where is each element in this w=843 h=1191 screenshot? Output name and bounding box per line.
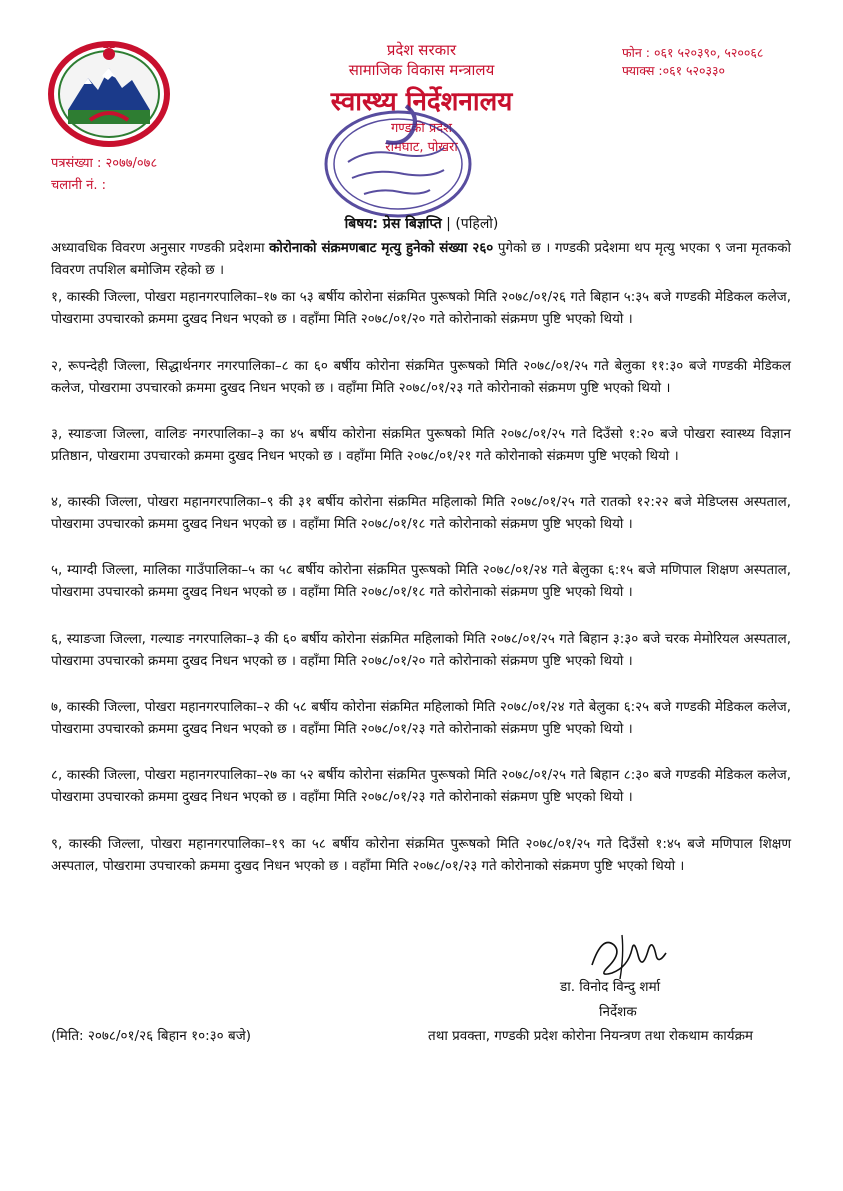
- death-record-2: २, रूपन्देही जिल्ला, सिद्धार्थनगर नगरपालिका–८ का ६० बर्षीय कोरोना संक्रमित पुरूषको मिति २०७८/०१/२५ गते बेलुका ११:३० बजे गण्डकी मेडिकल कलेज, पोखरामा उपचारको क्रममा दुखद निधन भएको छ । वहाँमा मिति २०७८/०१/२३ गते कोरोनाको संक्रमण पुष्टि भएको थियो ।: [51, 359, 791, 396]
- subject-suffix: | (पहिलो): [446, 216, 499, 232]
- letterhead-phone: फोन : ०६१ ५२०३९०, ५२००६८: [622, 45, 764, 60]
- letterhead-fax: फ्याक्स :०६१ ५२०३३०: [622, 63, 726, 78]
- death-record-5: ५, म्याग्दी जिल्ला, मालिका गाउँपालिका–५ का ५८ बर्षीय कोरोना संक्रमित पुरूषको मिति २०७८/०१/२४ गते बेलुका ६:१५ बजे मणिपाल शिक्षण अस्पताल, पोखरामा उपचारको क्रममा दुखद निधन भएको छ । वहाँमा मिति २०७८/०१/१८ गते कोरोनाको संक्रमण पुष्टि भएको थियो ।: [51, 563, 791, 600]
- letterhead-address: रामघाट, पोखरा: [385, 140, 458, 155]
- signatory-name: डा. विनोद विन्दु शर्मा: [560, 979, 661, 995]
- reference-number: पत्रसंख्या : २०७७/०७८: [51, 156, 158, 171]
- death-record-6: ६, स्याङजा जिल्ला, गल्याङ नगरपालिका–३ की ६० बर्षीय कोरोना संक्रमित महिलाको मिति २०७८/०१/२५ गते बिहान ३:३० बजे चरक मेमोरियल अस्पताल, पोखरामा उपचारको क्रममा दुखद निधन भएको छ । वहाँमा मिति २०७८/०१/२० गते कोरोनाको संक्रमण पुष्टि भएको थियो ।: [51, 632, 791, 669]
- letterhead-government: प्रदेश सरकार: [386, 41, 457, 59]
- dispatch-number: चलानी नं. :: [51, 178, 107, 193]
- official-stamp-icon: [318, 102, 478, 222]
- letterhead-ministry: सामाजिक विकास मन्त्रालय: [348, 61, 495, 79]
- death-record-3: ३, स्याङजा जिल्ला, वालिङ नगरपालिका–३ का ४५ बर्षीय कोरोना संक्रमित पुरूषको मिति २०७८/०१/२५ गते दिउँसो १:२० बजे पोखरा स्वास्थ्य विज्ञान प्रतिष्ठान, पोखरामा उपचारको क्रममा दुखद निधन भएको छ । वहाँमा मिति २०७८/०१/२१ गते कोरोनाको संक्रमण पुष्टि भएको थियो ।: [51, 427, 791, 464]
- intro-death-count: कोरोनाको संक्रमणबाट मृत्यु हुनेको संख्या २६०: [269, 241, 494, 256]
- intro-text-end: पुगेको छ । गण्डकी प्रदेशमा थप मृत्यु भएका ९ जना मृतकको विवरण तपशिल बमोजिम रहेको छ ।: [51, 241, 791, 278]
- death-record-1: १, कास्की जिल्ला, पोखरा महानगरपालिका–१७ का ५३ बर्षीय कोरोना संक्रमित पुरूषको मिति २०७८/०१/२६ गते बिहान ५:३५ बजे गण्डकी मेडिकल कलेज, पोखरामा उपचारको क्रममा दुखद निधन भएको छ । वहाँमा मिति २०७८/०१/२० गते कोरोनाको संक्रमण पुष्टि भएको थियो ।: [51, 290, 791, 327]
- signatory-role: तथा प्रवक्ता, गण्डकी प्रदेश कोरोना नियन्त्रण तथा रोकथाम कार्यक्रम: [428, 1028, 754, 1044]
- death-record-8: ८, कास्की जिल्ला, पोखरा महानगरपालिका–२७ का ५२ बर्षीय कोरोना संक्रमित पुरूषको मिति २०७८/०१/२५ गते बिहान ८:३० बजे गण्डकी मेडिकल कलेज, पोखरामा उपचारको क्रममा दुखद निधन भएको छ । वहाँमा मिति २०७८/०१/२३ गते कोरोनाको संक्रमण पुष्टि भएको थियो ।: [51, 768, 791, 805]
- intro-paragraph: [51, 238, 791, 282]
- issue-date: (मिति: २०७८/०१/२६ बिहान १०:३० बजे): [51, 1028, 251, 1044]
- death-record-7: ७, कास्की जिल्ला, पोखरा महानगरपालिका–२ की ५८ बर्षीय कोरोना संक्रमित महिलाको मिति २०७८/०१/२४ गते बेलुका ६:२५ बजे गण्डकी मेडिकल कलेज, पोखरामा उपचारको क्रममा दुखद निधन भएको छ । वहाँमा मिति २०७८/०१/२३ गते कोरोनाको संक्रमण पुष्टि भएको थियो ।: [51, 700, 791, 737]
- death-record-9: ९, कास्की जिल्ला, पोखरा महानगरपालिका–१९ का ५८ बर्षीय कोरोना संक्रमित पुरूषको मिति २०७८/०१/२५ गते दिउँसो १:४५ बजे मणिपाल शिक्षण अस्पताल, पोखरामा उपचारको क्रममा दुखद निधन भएको छ । वहाँमा मिति २०७८/०१/२३ गते कोरोनाको संक्रमण पुष्टि भएको थियो ।: [51, 837, 791, 874]
- government-emblem-icon: [46, 40, 172, 148]
- subject-prefix: बिषय: प्रेस बिज्ञप्ति: [344, 216, 442, 232]
- intro-text-start: अध्यावधिक विवरण अनुसार गण्डकी प्रदेशमा: [51, 241, 270, 256]
- handwritten-signature-icon: [582, 925, 672, 985]
- letterhead-province: गण्डकी प्रदेश: [390, 121, 453, 136]
- signatory-designation: निर्देशक: [599, 1004, 637, 1020]
- subject-line: [0, 214, 843, 233]
- death-record-4: ४, कास्की जिल्ला, पोखरा महानगरपालिका–९ की ३१ बर्षीय कोरोना संक्रमित महिलाको मिति २०७८/०१/२५ गते रातको १२:२२ बजे मेडिप्लस अस्पताल, पोखरामा उपचारको क्रममा दुखद निधन भएको छ । वहाँमा मिति २०७८/०१/१८ गते कोरोनाको संक्रमण पुष्टि भएको थियो ।: [51, 495, 791, 532]
- letterhead-directorate: स्वास्थ्य निर्देशनालय: [330, 87, 513, 117]
